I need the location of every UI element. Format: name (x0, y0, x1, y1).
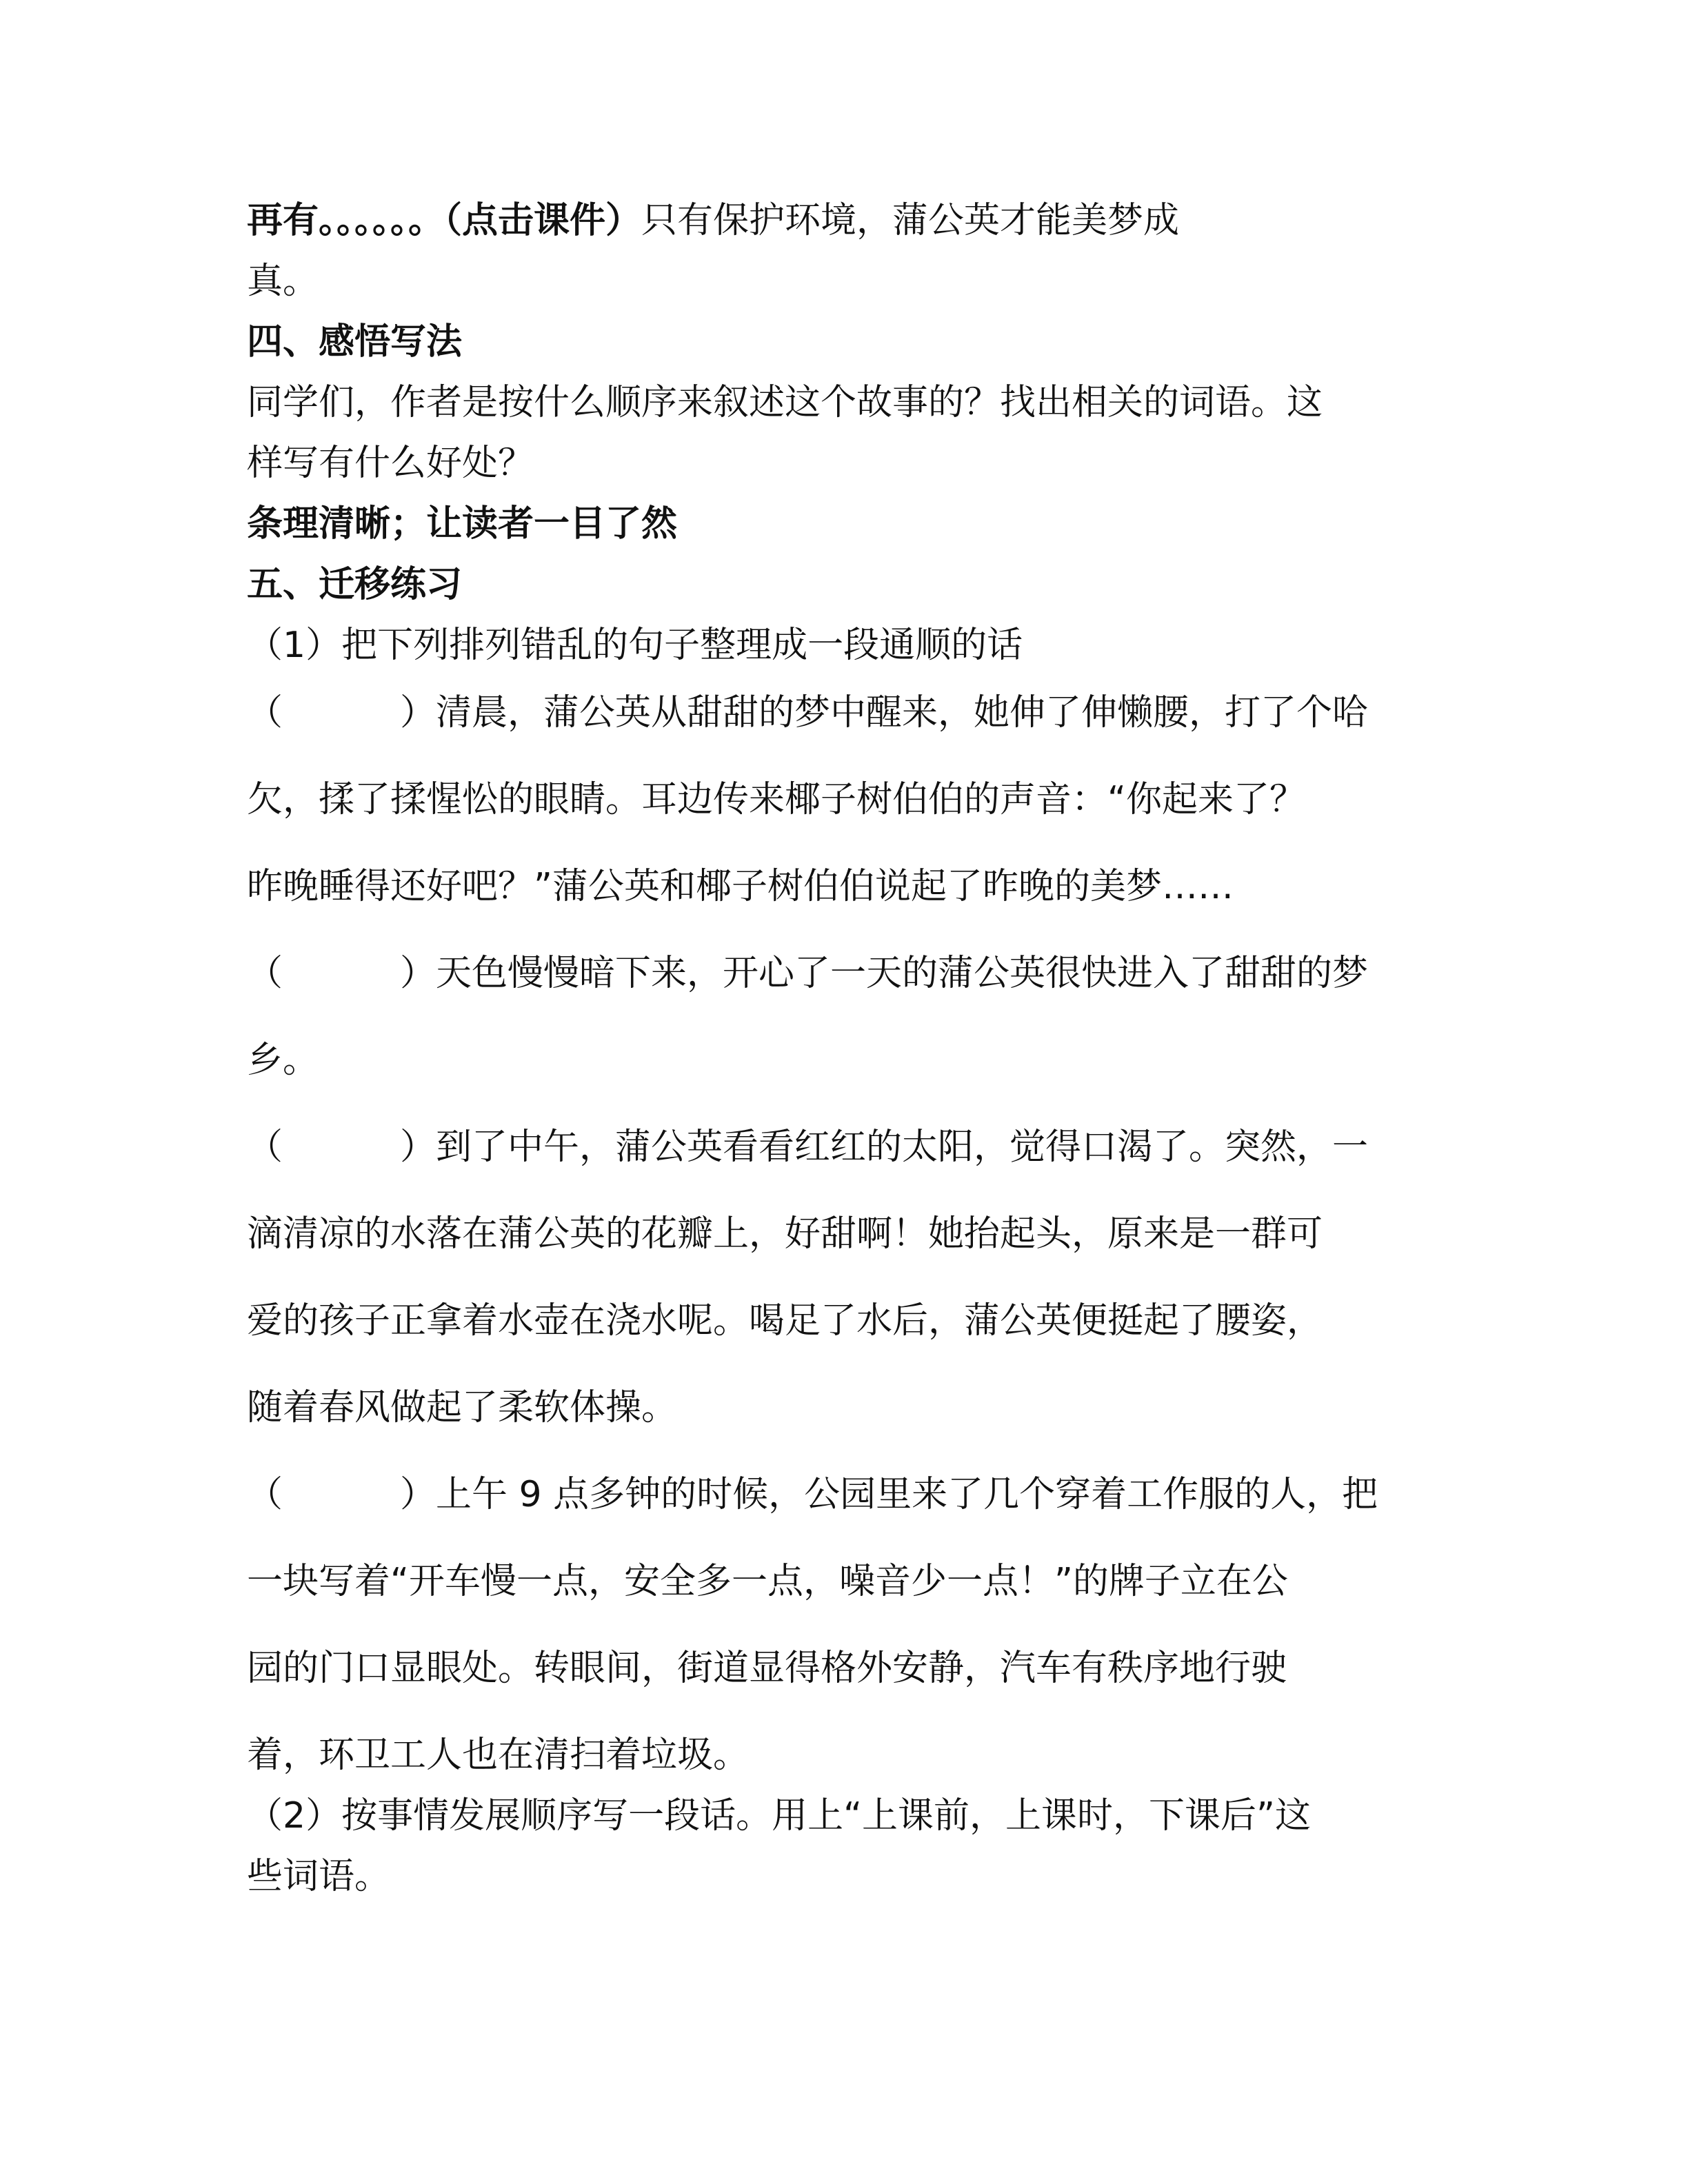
paren-open: （ (247, 953, 283, 994)
paragraph-line: 滴清凉的水落在蒲公英的花瓣上，好甜啊！她抬起头，原来是一群可 (247, 1213, 1323, 1255)
exercise-2-title: （2）按事情发展顺序写一段话。用上“上课前，上课时，下课后”这 (247, 1795, 1311, 1837)
text-run: 清晨，蒲公英从甜甜的梦中醒来，她伸了伸懒腰，打了个哈 (436, 692, 1369, 734)
exercise-1-title: （1）把下列排列错乱的句子整理成一段通顺的话 (247, 625, 1023, 666)
paragraph-line: 着，环卫工人也在清扫着垃圾。 (247, 1735, 750, 1776)
text-run: 到了中午，蒲公英看看红红的太阳，觉得口渴了。突然，一 (436, 1126, 1369, 1168)
paragraph-line: 爱的孩子正拿着水壶在浇水呢。喝足了水后，蒲公英便挺起了腰姿， (247, 1300, 1323, 1342)
paren-open: （ (247, 1126, 283, 1168)
paren-open: （ (247, 692, 283, 734)
paragraph-line: 园的门口显眼处。转眼间，街道显得格外安静，汽车有秩序地行驶 (247, 1648, 1287, 1689)
paren-close: ） (400, 953, 436, 994)
text-run: 上午 9 点多钟的时候，公园里来了几个穿着工作服的人，把 (436, 1474, 1378, 1515)
paragraph-line: 一块写着“开车慢一点，安全多一点，噪音少一点！”的牌子立在公 (247, 1561, 1288, 1602)
paragraph-line: 同学们，作者是按什么顺序来叙述这个故事的？找出相关的词语。这 (247, 382, 1323, 423)
paren-close: ） (400, 1126, 436, 1168)
section-heading-5: 五、迁移练习 (247, 564, 463, 605)
paren-close: ） (400, 1474, 436, 1515)
text-run: 天色慢慢暗下来，开心了一天的蒲公英很快进入了甜甜的梦 (436, 953, 1369, 994)
text-run: 只有保护环境，蒲公英才能美梦成 (641, 200, 1180, 241)
paragraph-line: 欠，揉了揉惺忪的眼睛。耳边传来椰子树伯伯的声音：“你起来了？ (247, 779, 1305, 820)
paren-close: ） (400, 692, 436, 734)
section-heading-4: 四、感悟写法 (247, 321, 463, 363)
document-page (247, 200, 1440, 1897)
sentence-item-3 (247, 1126, 1440, 1168)
paragraph-line: 乡。 (247, 1040, 319, 1081)
answer-line: 条理清晰；让读者一目了然 (247, 503, 678, 545)
paragraph-line (247, 200, 1440, 241)
sentence-item-4 (247, 1474, 1440, 1515)
paragraph-line: 样写有什么好处？ (247, 443, 534, 484)
paragraph-line: 随着春风做起了柔软体操。 (247, 1387, 678, 1428)
sentence-item-1 (247, 692, 1440, 734)
paren-open: （ (247, 1474, 283, 1515)
paragraph-line: 些词语。 (247, 1856, 391, 1897)
paragraph-line: 真。 (247, 261, 319, 302)
bold-intro: 再有。。。。。。（点击课件） (247, 200, 642, 241)
paragraph-line: 昨晚睡得还好吧？”蒲公英和椰子树伯伯说起了昨晚的美梦…… (247, 866, 1234, 907)
sentence-item-2 (247, 953, 1440, 994)
